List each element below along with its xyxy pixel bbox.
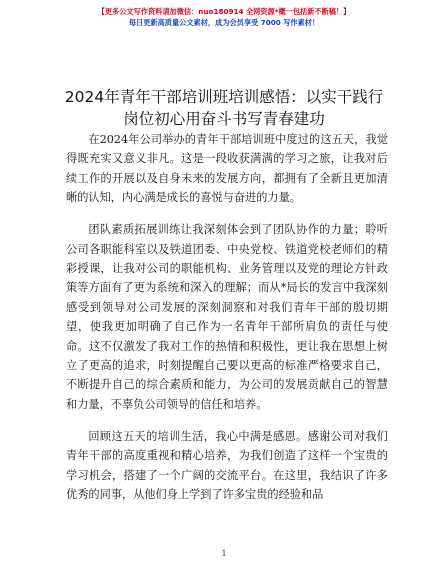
promo-header-line2: 每日更新高质量公文素材，成为会员享受 7000 写作素材！ [128,18,320,27]
document-title [40,86,408,130]
body-paragraph-1: 在2024年公司举办的青年干部培训班中度过的这五天，我觉得既充实又意义非凡。这是一段收获满满的学习之旅，让我对后续工作的开展以及自身未来的发展方向，都拥有了全新且更加清晰的认知，内心满是成长的喜悦与奋进的力量。 [66,133,388,205]
document-title-line2: 岗位初心用奋斗书写青春建功 [123,110,325,128]
body-paragraph-2: 团队素质拓展训练让我深刻体会到了团队协作的力量；聆听公司各职能科室以及铁道团委、中央党校、铁道党校老师们的精彩授课，让我对公司的职能机构、业务管理以及党的理论方针政策等方面有了更为系统和深入的理解；而从*局长的发言中我深刻感受到领导对公司发展的深刻洞察和对我们青年干部的殷切期望，使我更加明确了自己作为一名青年干部所肩负的责任与使命。这不仅激发了我对工作的热情和积极性，更让我在思想上树立了更高的追求，时刻提醒自己要以更高的标准严格要求自己，不断提升自己的综合素质和能力，为公司的发展贡献自己的智慧和力量，不辜负公司领导的信任和培养。 [66,223,388,411]
body-paragraph-3: 回顾这五天的培训生活，我心中满是感恩。感谢公司对我们青年干部的高度重视和精心培养，为我们创造了这样一个宝贵的学习机会，搭建了一个广阔的交流平台。在这里，我结识了许多优秀的同事，从他们身上学到了许多宝贵的经验和品 [66,429,388,501]
document-title-line1: 2024年青年干部培训班培训感悟：以实干践行 [64,88,384,106]
promo-header [95,6,353,28]
page-number: 1 [221,549,227,558]
document-body [66,130,388,517]
promo-header-line1: 【更多公文写作资料请加微信：nuo180914 全网资源*概一包括新不断稿！】 [97,7,351,16]
